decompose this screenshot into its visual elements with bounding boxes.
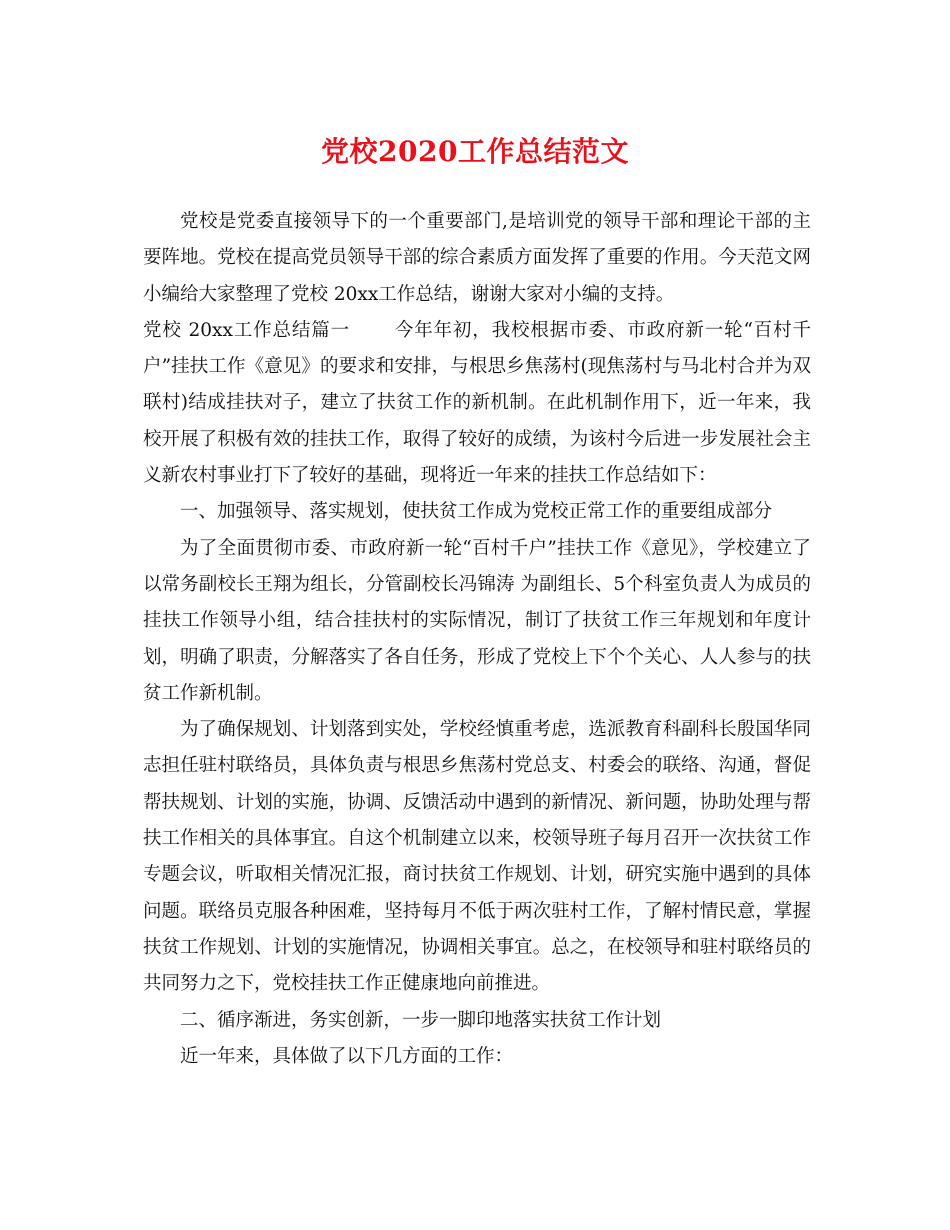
section-1-paragraph-2: 为了确保规划、计划落到实处，学校经慎重考虑，选派教育科副科长殷国华同志担任驻村联络员，具体负责与根思乡焦荡村党总支、村委会的联络、沟通，督促帮扶规划、计划的实施，协调、反馈活动中遇到的新情况、新问题，协助处理与帮扶工作相关的具体事宜。自这个机制建立以来，校领导班子每月召开一次扶贫工作专题会议，听取相关情况汇报，商讨扶贫工作规划、计划，研究实施中遇到的具体问题。联络员克服各种困难，坚持每月不低于两次驻村工作，了解村情民意，掌握扶贫工作规划、计划的实施情况，协调相关事宜。总之，在校领导和驻村联络员的共同努力之下，党校挂扶工作正健康地向前推进。 (143, 719, 811, 995)
document-body (143, 204, 811, 1075)
article-lead: 今年年初，我校根据市委、市政府新一轮“百村千户”挂扶工作《意见》的要求和安排，与根思乡焦荡村(现焦荡村与马北村合并为双联村)结成挂扶对子，建立了扶贫工作的新机制。在此机制作用下，近一年来，我校开展了积极有效的挂扶工作，取得了较好的成绩，为该村今后进一步发展社会主义新农村事业打下了较好的基础，现将近一年来的挂扶工作总结如下： (143, 319, 811, 487)
article-heading: 党校 20xx工作总结篇一 (143, 319, 350, 341)
section-2-paragraph-1: 近一年来，具体做了以下几方面的工作： (180, 1045, 514, 1067)
paragraph-intro: 党校是党委直接领导下的一个重要部门,是培训党的领导干部和理论干部的主要阵地。党校在提高党员领导干部的综合素质方面发挥了重要的作用。今天范文网小编给大家整理了党校 20xx工作总结，谢谢大家对小编的支持。 (143, 211, 811, 305)
paragraph-article-start (143, 313, 811, 494)
section-2-heading: 二、循序渐进，务实创新，一步一脚印地落实扶贫工作计划 (180, 1009, 662, 1031)
section-1-heading: 一、加强领导、落实规划，使扶贫工作成为党校正常工作的重要组成部分 (180, 501, 773, 523)
section-1-paragraph-1: 为了全面贯彻市委、市政府新一轮“百村千户”挂扶工作《意见》，学校建立了以常务副校长王翔为组长，分管副校长冯锦涛 为副组长、5个科室负责人为成员的挂扶工作领导小组，结合挂扶村的实际情况，制订了扶贫工作三年规划和年度计划，明确了职责，分解落实了各自任务，形成了党校上下个个关心、人人参与的扶贫工作新机制。 (143, 537, 811, 704)
document-title: 党校2020工作总结范文 (321, 135, 629, 168)
